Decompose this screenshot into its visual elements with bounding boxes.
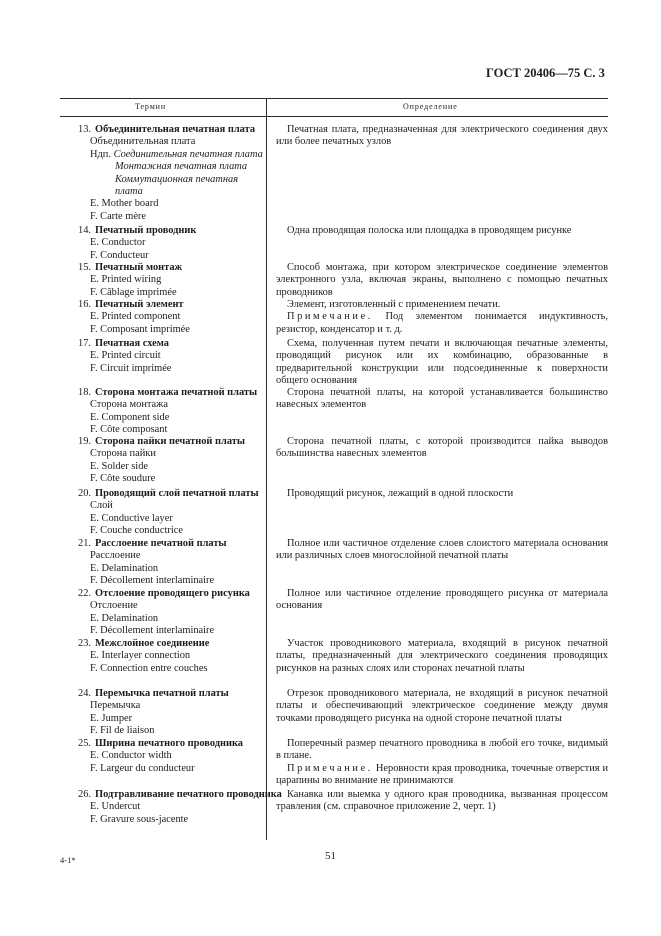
term-title: Перемычка печатной платы xyxy=(95,688,229,699)
term-title: Печатная схема xyxy=(95,338,169,349)
term-cell xyxy=(70,387,266,437)
ndp-term: Соединительная печатная плата xyxy=(113,148,263,160)
definition-cell xyxy=(276,124,608,149)
english-equivalent: E. Jumper xyxy=(90,712,133,724)
english-equivalent: E. Component side xyxy=(90,411,170,423)
definition-cell xyxy=(276,789,608,814)
ndp-term: Монтажная печатная плата xyxy=(115,161,248,173)
term-cell xyxy=(70,338,266,375)
page-header: ГОСТ 20406—75 С. 3 xyxy=(486,66,605,80)
term-synonym: Объединительная плата xyxy=(90,136,196,148)
note-label: Примечание. xyxy=(287,762,373,774)
nonrecommended-terms xyxy=(70,149,266,161)
term-cell xyxy=(70,688,266,738)
term-heading xyxy=(70,638,266,650)
english-equivalent: E. Conductive layer xyxy=(90,512,173,524)
definition-text: Канавка или выемка у одного края проводника, вызванная процессом травления (см. справочное приложение 2, черт. 1) xyxy=(276,789,608,813)
page-number: 51 xyxy=(325,850,336,862)
definition-text: Способ монтажа, при котором электрическое соединение элементов электронного узла, включая экраны, выполнено с помощью печатных проводников xyxy=(276,262,608,298)
term-number: 22. xyxy=(78,588,91,599)
french-equivalent: F. Connection entre couches xyxy=(90,662,208,674)
term-cell xyxy=(70,436,266,486)
french-equivalent: F. Câblage imprimée xyxy=(90,286,177,298)
english-equivalent: E. Conductor xyxy=(90,237,146,249)
term-heading xyxy=(70,124,266,136)
term-cell xyxy=(70,262,266,299)
french-equivalent: F. Couche conductrice xyxy=(90,525,183,537)
column-divider xyxy=(266,98,267,840)
definition-text: Сторона печатной платы, с которой производится пайка выводов большинства навесных элементов xyxy=(276,436,608,460)
definition-text: Одна проводящая полоска или площадка в проводящем рисунке xyxy=(287,225,572,236)
definition-cell xyxy=(276,225,608,237)
term-number: 20. xyxy=(78,488,91,499)
english-equivalent: E. Delamination xyxy=(90,562,159,574)
term-number: 23. xyxy=(78,638,91,649)
definition-cell xyxy=(276,738,608,788)
term-title: Проводящий слой печатной платы xyxy=(95,488,259,499)
definition-text: Полное или частичное отделение проводящего рисунка от материала основания xyxy=(276,588,608,612)
definition-cell xyxy=(276,688,608,725)
sheet-mark: 4-1* xyxy=(60,855,76,865)
definition-text: Сторона печатной платы, на которой устанавливается большинство навесных элементов xyxy=(276,387,608,411)
definition-text: Участок проводникового материала, входящий в рисунок печатной платы, предназначенный для электрического соединения проводящих рисунков на разных слоях или сторонах печатной платы xyxy=(276,638,608,674)
definition-text: Схема, полученная путем печати и включающая печатные элементы, проводящий рисунок или их комбинацию, образованные в предварительной конструкции или подсоединенные к поверхности общего основания xyxy=(276,338,608,387)
term-title: Сторона пайки печатной платы xyxy=(95,436,245,447)
term-title: Печатный монтаж xyxy=(95,262,183,273)
english-equivalent: E. Solder side xyxy=(90,460,149,472)
term-number: 19. xyxy=(78,436,91,447)
note-label: Примечание. xyxy=(287,311,373,323)
french-equivalent: F. Conducteur xyxy=(90,249,149,261)
term-synonym: Сторона пайки xyxy=(90,448,156,460)
term-title: Подтравливание печатного проводника xyxy=(95,789,282,800)
french-equivalent: F. Décollement interlaminaire xyxy=(90,625,215,637)
english-equivalent: E. Conductor width xyxy=(90,750,172,762)
term-title: Межслойное соединение xyxy=(95,638,210,649)
french-equivalent: F. Composant imprimée xyxy=(90,323,190,335)
definition-text: Печатная плата, предназначенная для электрического соединения двух или более печатных узлов xyxy=(276,124,608,148)
french-equivalent: F. Fil de liaison xyxy=(90,725,155,737)
term-heading xyxy=(70,262,266,274)
term-synonym: Слой xyxy=(90,500,113,512)
definition-cell xyxy=(276,588,608,613)
ndp-term: плата xyxy=(115,186,143,198)
term-number: 16. xyxy=(78,299,91,310)
term-number: 14. xyxy=(78,225,91,236)
definition-cell xyxy=(276,638,608,675)
english-equivalent: E. Printed component xyxy=(90,311,181,323)
french-equivalent: F. Carte mère xyxy=(90,210,147,222)
english-equivalent: E. Undercut xyxy=(90,801,141,813)
definition-note xyxy=(276,763,608,788)
term-cell xyxy=(70,789,282,826)
term-heading xyxy=(70,225,266,237)
term-cell xyxy=(70,638,266,675)
term-cell xyxy=(70,488,266,538)
term-title: Печатный элемент xyxy=(95,299,184,310)
english-equivalent: E. Printed wiring xyxy=(90,274,162,286)
term-number: 26. xyxy=(78,789,91,800)
definition-note xyxy=(276,311,608,336)
french-equivalent: F. Gravure sous-jacente xyxy=(90,813,189,825)
definition-text: Элемент, изготовленный с применением печати. xyxy=(287,299,501,310)
term-cell xyxy=(70,538,266,588)
term-heading xyxy=(70,688,266,700)
french-equivalent: F. Décollement interlaminaire xyxy=(90,575,215,587)
definition-text: Проводящий рисунок, лежащий в одной плоскости xyxy=(287,488,514,499)
term-cell xyxy=(70,588,266,638)
definition-cell xyxy=(276,488,608,500)
term-heading xyxy=(70,436,266,448)
definition-cell xyxy=(276,299,608,336)
ndp-label: Ндп. xyxy=(90,148,111,160)
term-heading xyxy=(70,588,266,600)
note-text: Неровности края проводника, точечные отверстия и царапины во внимание не принимаются xyxy=(276,762,608,787)
ndp-term: Коммутационная печатная xyxy=(115,173,239,185)
term-heading xyxy=(70,387,266,399)
french-equivalent: F. Circuit imprimée xyxy=(90,362,172,374)
term-synonym: Расслоение xyxy=(90,550,141,562)
english-equivalent: E. Delamination xyxy=(90,612,159,624)
english-equivalent: E. Mother board xyxy=(90,198,159,210)
definition-cell xyxy=(276,436,608,461)
term-title: Ширина печатного проводника xyxy=(95,738,243,749)
term-heading xyxy=(70,789,282,801)
term-title: Сторона монтажа печатной платы xyxy=(95,387,258,398)
table-header-rule xyxy=(60,116,608,117)
column-header-term: Термин xyxy=(135,102,167,111)
french-equivalent: F. Largeur du conducteur xyxy=(90,762,195,774)
definition-cell xyxy=(276,538,608,563)
term-title: Объединительная печатная плата xyxy=(95,124,256,135)
column-header-definition: Определение xyxy=(403,102,458,111)
french-equivalent: F. Côte composant xyxy=(90,424,168,436)
term-cell xyxy=(70,299,266,336)
definition-cell xyxy=(276,338,608,388)
term-cell xyxy=(70,124,266,223)
note-text: Под элементом понимается индуктивность, резистор, конденсатор и т. д. xyxy=(276,311,608,335)
term-number: 15. xyxy=(78,262,91,273)
term-heading xyxy=(70,738,266,750)
definition-cell xyxy=(276,387,608,412)
term-title: Расслоение печатной платы xyxy=(95,538,227,549)
term-number: 21. xyxy=(78,538,91,549)
term-synonym: Отслоение xyxy=(90,600,138,612)
definition-text: Отрезок проводникового материала, не входящий в рисунок печатной платы и обеспечивающий электрическое соединение между двумя точками проводящего рисунка на одной стороне печатной платы xyxy=(276,688,608,724)
term-number: 24. xyxy=(78,688,91,699)
term-heading xyxy=(70,299,266,311)
term-cell xyxy=(70,738,266,775)
term-heading xyxy=(70,338,266,350)
definition-text: Полное или частичное отделение слоев слоистого материала основания или различных слоев многослойной печатной платы xyxy=(276,538,608,562)
term-number: 17. xyxy=(78,338,91,349)
term-cell xyxy=(70,225,266,262)
english-equivalent: E. Printed circuit xyxy=(90,350,161,362)
term-title: Отслоение проводящего рисунка xyxy=(95,588,250,599)
term-number: 13. xyxy=(78,124,91,135)
term-number: 25. xyxy=(78,738,91,749)
term-synonym: Перемычка xyxy=(90,700,141,712)
term-heading xyxy=(70,538,266,550)
definition-cell xyxy=(276,262,608,299)
english-equivalent: E. Interlayer connection xyxy=(90,650,191,662)
french-equivalent: F. Côte soudure xyxy=(90,473,156,485)
term-number: 18. xyxy=(78,387,91,398)
term-title: Печатный проводник xyxy=(95,225,197,236)
table-top-rule xyxy=(60,98,608,99)
term-synonym: Сторона монтажа xyxy=(90,399,168,411)
term-heading xyxy=(70,488,266,500)
definition-text: Поперечный размер печатного проводника в любой его точке, видимый в плане. xyxy=(276,738,608,762)
